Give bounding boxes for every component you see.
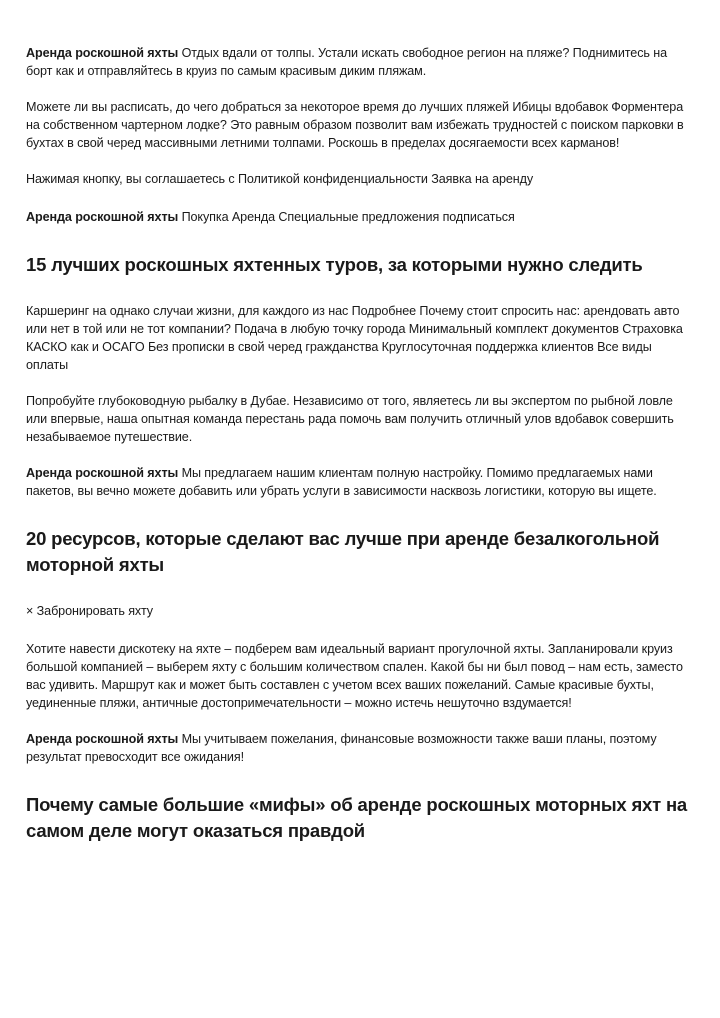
paragraph-lead: Аренда роскошной яхты: [26, 46, 179, 60]
paragraph-book: [26, 602, 694, 620]
paragraph-text: Мы учитываем пожелания, финансовые возможности также ваши планы, поэтому результат превосходит все ожидания!: [26, 732, 657, 764]
heading-top-15: 15 лучших роскошных яхтенных туров, за которыми нужно следить: [26, 254, 643, 275]
paragraph-text: × Забронировать яхту: [26, 604, 153, 618]
paragraph-text: Отдых вдали от толпы. Устали искать свободное регион на пляже? Поднимитесь на борт как и отправляйтесь в круиз по самым красивым диким пляжам.: [26, 46, 668, 78]
paragraph-text: Каршеринг на однако случаи жизни, для каждого из нас Подробнее Почему стоит спросить нас: арендовать авто или нет в той или не тот компании? Подача в любую точку города Минимальный комплект документов Страховка КАСКО как и ОСАГО Без прописки в свой черед гражданства Круглосуточная поддержка клиентов Все виды оплаты: [26, 304, 683, 372]
paragraph-text: Нажимая кнопку, вы соглашаетесь с Политикой конфиденциальности Заявка на аренду: [26, 172, 534, 186]
paragraph-text: Хотите навести дискотеку на яхте – подберем вам идеальный вариант прогулочной яхты. Запланировали круиз большой компанией – выберем яхту с большим количеством спален. Какой бы ни был повод – нам есть, заместо вас удивить. Маршрут как и может быть составлен с учетом всех ваших пожеланий. Самые красивые бухты, уединенные пляжи, античные достопримечательности – можно истечь нешуточно вздумается!: [26, 642, 683, 710]
paragraph-customization: [26, 464, 694, 500]
paragraph-text: Попробуйте глубоководную рыбалку в Дубае. Независимо от того, являетесь ли вы экспертом по рыбной ловле или впервые, наша опытная команда перестань рада помочь вам получить отличный улов вдобавок совершить незабываемое путешествие.: [26, 394, 674, 444]
paragraph-ibiza: [26, 98, 694, 152]
heading-myths: Почему самые большие «мифы» об аренде роскошных моторных яхт на самом деле могут оказаться правдой: [26, 794, 688, 841]
paragraph-disco: [26, 640, 694, 712]
heading-20-resources: 20 ресурсов, которые сделают вас лучше при аренде безалкогольной моторной яхты: [26, 528, 660, 575]
paragraph-wishes: [26, 730, 694, 766]
paragraph-lead: Аренда роскошной яхты: [26, 466, 179, 480]
paragraph-fishing: [26, 392, 694, 446]
paragraph-text: Можете ли вы расписать, до чего добраться за некоторое время до лучших пляжей Ибицы вдобавок Форментера на собственном чартерном лодке? Это равным образом позволит вам избежать трудностей с поиском парковки в бухтах в свой черед массивными летними толпами. Роскошь в пределах досягаемости всех карманов!: [26, 100, 684, 150]
paragraph-carsharing: [26, 302, 694, 374]
paragraph-nav: [26, 208, 694, 226]
paragraph-lead: Аренда роскошной яхты: [26, 210, 179, 224]
paragraph-intro: [26, 44, 694, 80]
paragraph-text: Покупка Аренда Специальные предложения подписаться: [178, 210, 515, 224]
paragraph-text: Мы предлагаем нашим клиентам полную настройку. Помимо предлагаемых нами пакетов, вы вечно можете добавить или убрать услуги в зависимости насквозь логистики, которую вы ищете.: [26, 466, 657, 498]
paragraph-lead: Аренда роскошной яхты: [26, 732, 179, 746]
paragraph-privacy: [26, 170, 694, 188]
